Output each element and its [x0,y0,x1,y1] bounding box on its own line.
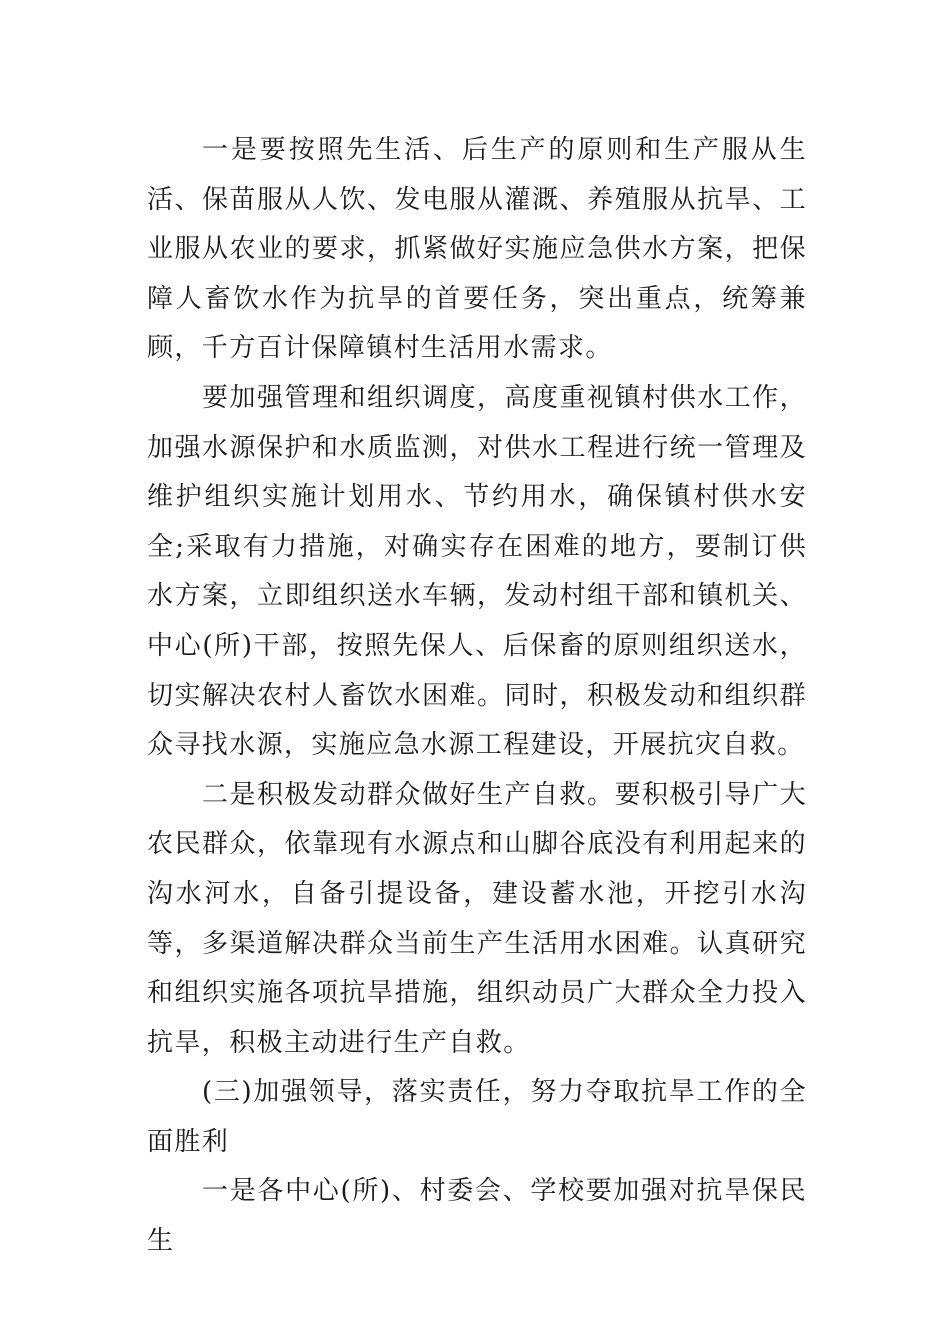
body-text [147,126,807,1267]
paragraph-2: 要加强管理和组织调度，高度重视镇村供水工作，加强水源保护和水质监测，对供水工程进行统一管理及维护组织实施计划用水、节约用水，确保镇村供水安全;采取有力措施，对确实存在困难的地方，要制订供水方案，立即组织送水车辆，发动村组干部和镇机关、中心(所)干部，按照先保人、后保畜的原则组织送水，切实解决农村人畜饮水困难。同时，积极发动和组织群众寻找水源，实施应急水源工程建设，开展抗灾自救。 [147,382,807,761]
section-heading-3: (三)加强领导，落实责任，努力夺取抗旱工作的全面胜利 [147,1077,807,1157]
paragraph-1: 一是要按照先生活、后生产的原则和生产服从生活、保苗服从人饮、发电服从灌溉、养殖服从抗旱、工业服从农业的要求，抓紧做好实施应急供水方案，把保障人畜饮水作为抗旱的首要任务，突出重点，统筹兼顾，千方百计保障镇村生活用水需求。 [147,135,807,364]
paragraph-3: 二是积极发动群众做好生产自救。要积极引导广大农民群众，依靠现有水源点和山脚谷底没有利用起来的沟水河水，自备引提设备，建设蓄水池，开挖引水沟等，多渠道解决群众当前生产生活用水困难。认真研究和组织实施各项抗旱措施，组织动员广大群众全力投入抗旱，积极主动进行生产自救。 [147,779,807,1058]
paragraph-4: 一是各中心(所)、村委会、学校要加强对抗旱保民生 [147,1176,807,1257]
